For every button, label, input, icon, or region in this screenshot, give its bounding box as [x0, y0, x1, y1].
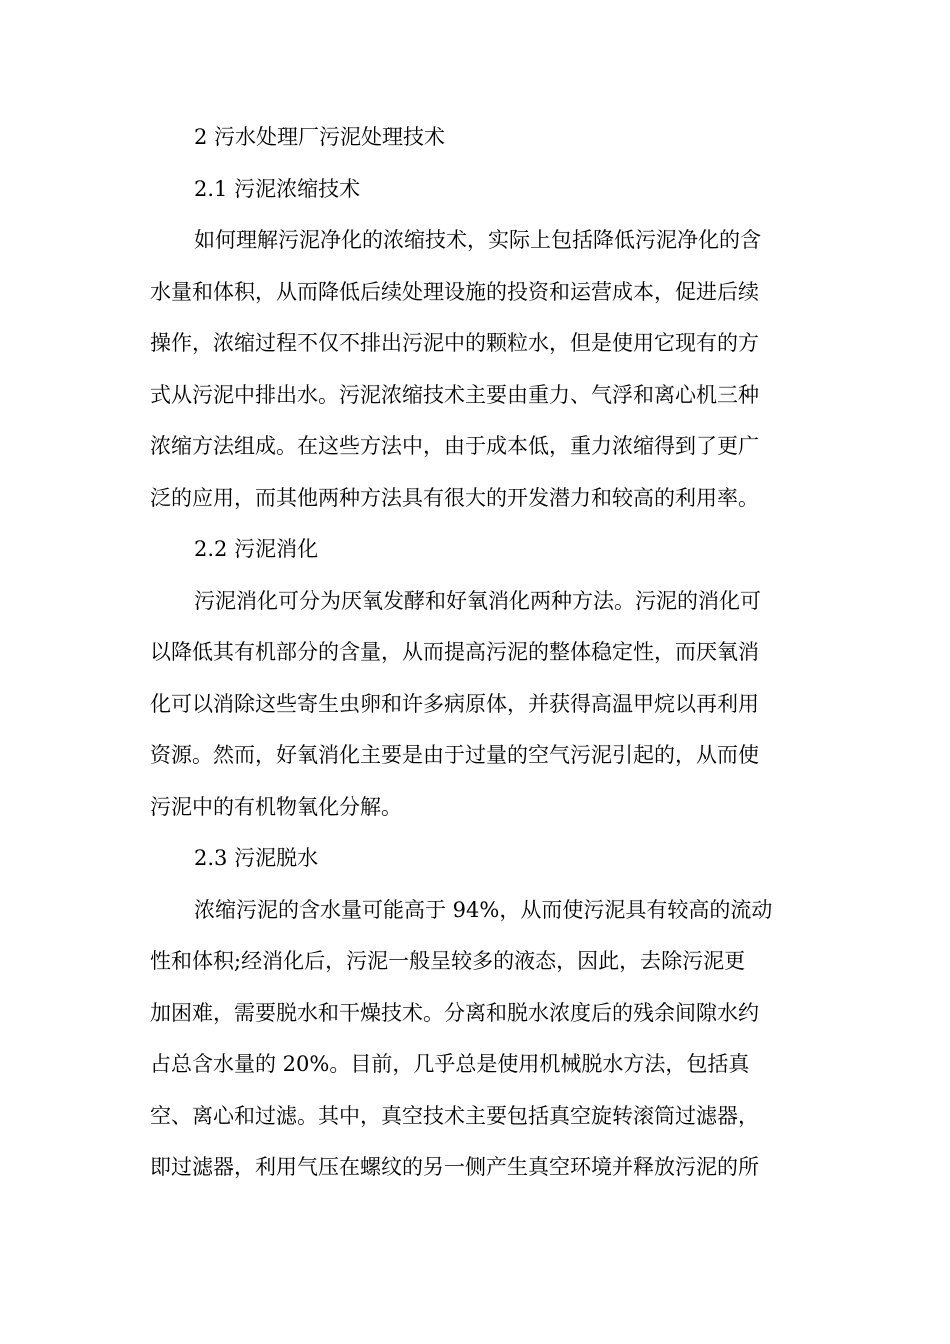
- paragraph-line: 泛的应用，而其他两种方法具有很大的开发潜力和较高的利用率。: [150, 485, 759, 510]
- paragraph-line: 水量和体积，从而降低后续处理设施的投资和运营成本，促进后续: [150, 279, 759, 304]
- paragraph-line: 浓缩污泥的含水量可能高于 94%，从而使污泥具有较高的流动: [194, 897, 773, 922]
- paragraph-line: 操作，浓缩过程不仅不排出污泥中的颗粒水，但是使用它现有的方: [150, 331, 759, 355]
- paragraph-line: 浓缩方法组成。在这些方法中，由于成本低，重力浓缩得到了更广: [150, 434, 759, 458]
- document-body: [150, 112, 800, 1194]
- paragraph-line: 空、离心和过滤。其中，真空技术主要包括真空旋转滚筒过滤器，: [150, 1103, 759, 1128]
- paragraph-line: 以降低其有机部分的含量，从而提高污泥的整体稳定性，而厌氧消: [150, 640, 759, 664]
- section-heading-2-1: 2.1 污泥浓缩技术: [194, 176, 361, 201]
- paragraph-line: 性和体积;经消化后，污泥一般呈较多的液态，因此，去除污泥更: [150, 949, 746, 973]
- section-heading-2-3: 2.3 污泥脱水: [194, 846, 319, 870]
- paragraph-line: 占总含水量的 20%。目前，几乎总是使用机械脱水方法，包括真: [150, 1052, 750, 1076]
- paragraph-2-1: [150, 215, 800, 524]
- paragraph-line: 污泥消化可分为厌氧发酵和好氧消化两种方法。污泥的消化可: [194, 588, 761, 613]
- section-heading-2-2: 2.2 污泥消化: [194, 537, 319, 561]
- paragraph-line: 加困难，需要脱水和干燥技术。分离和脱水浓度后的残余间隙水约: [150, 1000, 759, 1025]
- paragraph-line: 化可以消除这些寄生虫卵和许多病原体，并获得高温甲烷以再利用: [150, 691, 759, 716]
- paragraph-line: 污泥中的有机物氧化分解。: [150, 794, 402, 819]
- paragraph-line: 资源。然而，好氧消化主要是由于过量的空气污泥引起的，从而使: [150, 743, 759, 767]
- paragraph-2-3: [150, 885, 800, 1194]
- paragraph-2-2: [150, 576, 800, 834]
- paragraph-line: 式从污泥中排出水。污泥浓缩技术主要由重力、气浮和离心机三种: [150, 382, 759, 407]
- section-heading-2: 2 污水处理厂污泥处理技术: [194, 125, 446, 149]
- paragraph-line: 即过滤器，利用气压在螺纹的另一侧产生真空环境并释放污泥的所: [150, 1155, 759, 1179]
- paragraph-line: 如何理解污泥净化的浓缩技术，实际上包括降低污泥净化的含: [194, 228, 761, 252]
